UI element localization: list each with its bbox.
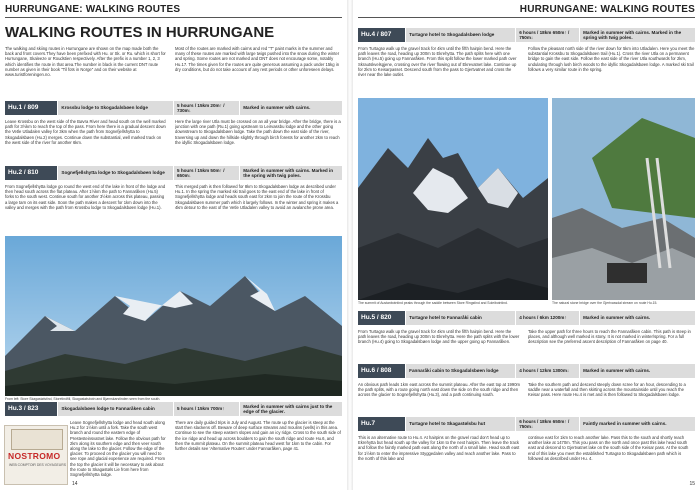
page-number-right: 15 [689,481,695,487]
route-id: Hu.2 / 810 [5,166,57,180]
route-marking: Marked in summer with cairns. Marked in the spring with twig poles. [239,166,342,180]
peaks-photo-svg [358,98,548,300]
mountain-photo [5,236,342,396]
route-id: Hu.5 / 820 [358,311,405,325]
nostromo-stamp [4,425,68,485]
intro-text-col2: Most of the routes are marked with cairns and red "T" paint marks in the summer and many of these routes are marked with large twigs pushed into the snow during the winter and spring. Some routes are not marked and DNT does not encourage some, notably Hu.17. The times given for the routes are quite generous assuming a pack under 15kg in dry conditions, but do not take account of any rest periods or other unforeseen delays. [175,46,340,72]
route-header-hu4 [358,28,695,42]
route-header-hu7 [358,417,695,431]
route-text-col1: Leave Krossbu on the west side of the Bøvra River and head south on the well marked path for 3½km to reach the top of the pass. From here there is a gradual descent down the Vetle Utladalen valley for 3km when the path from Sognefjellshytta to Skogadalsbøen (Hu.2) merges. Continue down the substantial, well marked track on the west side of the river for another 6km. [5,119,166,145]
route-name: Turtagrø hotel to Skagastølsbu hut [405,417,515,431]
stamp-frame [11,429,63,450]
route-text-col2: Follow the pleasant north side of the river down for 5km into Utladalen. Here you meet the substantial Krossbu to Skogadalsbøen trail (Hu.1). Cross the river Utla on a permanent bridge to gain the east side. Follow the east side of the river Utla southwards for 2km, undulating through lush birch woods to the idyllic Skogadalsbøen lodge. A marked ski trail follows a very similar route in the spring. [528,46,695,72]
route-id: Hu.6 / 808 [358,364,405,378]
mountain-photo-svg [5,236,342,396]
route-marking: Marked in summer with cairns just to the edge of the glacier. [239,402,342,416]
route-text-col2: There are daily guided trips in July and August. The route up the glacier is steep at the start then slackens off. Beware of deep surface streams and moulins (wells) in this area. Continue to see the steep eastern slopes and gain an icy ridge. Cross to the south side of the ice ridge and head up across boulders to gain the south ridge and route Hu.6, and then the summit plateau. On the summit plateau head west for 1km to the cabin. For further details see 'Alternative Routes' under Fannaråken, page 41. [175,420,341,452]
route-text-col1: Leave Sognefjellshytta lodge and head south along Hu.2 for 1½km until a fork. Take the south west branch and round the eastern edge of Prestesteinsvatnet lake. Follow the obvious path for 2km along its southern edge and then veer south along the lake to the glacier. Follow the edge of the glacier. To proceed on the glacier you will need to see rope and glacial experience are required. From the top the glacier it will be necessary to ask about the route to Skagastøls Lie from here from Sognefjellshytta lodge. [70,420,166,478]
route-time: 5 hours / 15km 20m↑ / 730m↓ [173,101,239,115]
route-text-col2: continue east for 1km to reach another lake. Pass this to the south and shortly reach another lake at 1470m. This you pass on the north and once past this lake head south east and descend to Gjertvatnet lake on the south side of the Keisar pass. At the south end of this lake you meet the established Turtagrø to Skogadalsbøen path which is followed as described under Hu. 4. [528,435,689,461]
stamp-subtitle: WEB COMPTOIR DES VOYAGEURS [9,463,66,467]
route-text-col1: From Turtagrø walk up the gravel track for 4km until the fifth hairpin bend. Here the path leaves the road, heading up 300m to Ekrehytta. The path splits here with one branch (Hu.5) going up Fannaråken. From this split follow the lower marked path over Skrautskvelsgjene, crossing over the river flowing out of Ekrevatnet lake. Continue up for 2km to Keisarpasset. Descend south from the pass to Gjertvatnet and cross the river near the lake outlet. [358,46,517,78]
running-head-right: HURRUNGANE: WALKING ROUTES [519,4,695,15]
route-name: Fannaråki cabin to Skogadalsbøen lodge [405,364,515,378]
photo-caption: The summit of Austanbotntind peaks through the saddle between Store Ringstind and Soleibotntind. [358,301,508,305]
route-name: Turtagrø hotel to Skogadalsbøen lodge [405,28,515,42]
route-time: 5 hours / 15km 700m↑ [173,402,239,416]
route-time: 6 hours / 18km 650m↑ / 750m↓ [515,28,579,42]
route-text-col1: This is an alternative route to Hu.4. At hairpins on the gravel road don't head up to Ekrehytta but head south up the valley for 1km to the next hairpin. Then leave the track and follow the faintly marked path east along the north of a small lake. Head south east for 1½km to enter the impressive Styggedalen valley and reach another lake. Pass to the north of this lake and [358,435,520,461]
route-text-col1: From Turtagrø walk up the gravel track for 4km until the fifth hairpin bend. Here the path leaves the road, heading up 300m to Ekrehytta. Here the path splits with the lower branch (Hu.4) going to Skogadalsbøen lodge and the upper going up Fannaråken. [358,329,520,345]
route-header-hu6 [358,364,695,378]
right-page [353,0,700,490]
route-header-hu5 [358,311,695,325]
route-marking: Marked in summer with cairns. [239,101,342,115]
page-number-left: 14 [72,481,78,487]
route-name: Turtagrø hotel to Fannaråki cabin [405,311,515,325]
route-time: 6 hours / 18km 650m↑ / 750m↓ [515,417,579,431]
route-time: 4 hours / 12km 1300m↓ [515,364,579,378]
route-time: 5 hours / 15km 50m↑ / 650m↓ [173,166,239,180]
intro-text-col1: The walking and skiing routes in Hurrungane are shown on the map made both the back and front covers.They have been prefixed with Hu. or Sk. or Ru. which is short for Hurrungane, Skaleeze or Roudstien respectively. After the prefix is a number 1, 2, 3 which identifies the route in that area.The number in black is the current DNT route number as given in their book "Til fots in Norge" and on their website at www.turistforeningen.no. [5,46,166,78]
photo-caption: The natural stone bridge over the Gjertvassdal stream on route Hu.15. [552,301,658,305]
route-marking: Marked in summer with cairns. Marked in the spring with twig poles. [579,28,695,42]
route-marking: Marked in summer with cairns. [579,311,695,325]
header-rule-left [5,17,342,18]
route-marking: Faintly marked in summer with cairns. [579,417,695,431]
route-id: Hu.7 [358,417,405,431]
stamp-title: NOSTROMO [8,451,61,461]
route-text-col2: Take the southern path and descend steeply down scree for an hour, descending to a saddle near a waterfall and then skirting across the mountainside until you reach the Keisar pass. Here route Hu.4 is met and is then followed to Skogadalsbøen lodge. [528,382,686,398]
photo-caption: From left: Store Skagastølstind, Storetindfill, Skagastølsbotn and Bjørnskarstinden seen from the south. [5,397,161,401]
route-name: Sognefjellshytta lodge to Skogadalsbøen lodge [57,166,173,180]
route-text-col1: An obvious path leads 1km east across the summit plateau. After the east top at 1990m the path splits, with a route going north east down the side on the south ridge and then across the glacier to Sognefjellshytta (Hu.3), and a path continuing south. [358,382,520,398]
route-text-col1: From Sognefjellshytta lodge go round the west end of the lake in front of the lodge and then head south across the flat plateau. After 1½km the path to Fannaråken (Hu.5) forks to the south west. Continue south for another 3½km across this plateau, passing a large tarn on its east side. Soon the path makes a descent for 1km down into the valley and merges with the path from Krossbu lodge to Skogadalsbøen lodge (Hu.1). [5,184,166,210]
running-head-left: HURRUNGANE: WALKING ROUTES [5,4,181,15]
route-header-hu2 [5,166,342,180]
route-text-col2: Here the large river Utla must be crossed on an all year bridge. After the bridge, there is a junction with one path (Ru.1) going upstream to Leirvassbu lodge and the other going downstream to Skogadalsbøen lodge. Take the path down the east side of the river, traversing up and down the hillside slightly through birch forests for another 2km to reach the idyllic Skogadalsbøen lodge. [175,119,341,145]
route-name: Skogadalsbøen lodge to Fannaråken cabin [57,402,173,416]
route-time: 4 hours / 6km 1200m↑ [515,311,579,325]
peaks-photo [358,98,548,300]
route-name: Krossbu lodge to Skogadalsbøen lodge [57,101,173,115]
route-id: Hu.3 / 823 [5,402,57,416]
stone-bridge-photo [552,98,695,300]
route-id: Hu.4 / 807 [358,28,405,42]
route-header-hu1 [5,101,342,115]
route-text-col2: This merged path is then followed for 8km to Skogadalsbøen lodge as described under Hu.1. In the spring the marked ski trail goes to the east end of the lake in front of Sognefjellshytta lodge and heads south east for 2km to join the route of the Krossbu Skogadalsbøen summer path which it largely follows. In the winter and spring it makes a 4km detour to the east of the Vetle Utladalen valley to avoid an avalanche prone area. [175,184,339,210]
page-title: WALKING ROUTES IN HURRUNGANE [5,24,275,41]
route-text-col2: Take the upper path for three hours to reach the Fannaråken cabin. This path is steep in places, and although well marked is stony. It is not marked in winter/spring. For a full description see the preferred ascent description of Fannaråken on page 40. [528,329,691,345]
stone-bridge-photo-svg [552,98,695,300]
route-header-hu3 [5,402,342,416]
header-rule-right [358,17,695,18]
route-id: Hu.1 / 809 [5,101,57,115]
left-page [0,0,347,490]
route-marking: Marked in summer with cairns. [579,364,695,378]
